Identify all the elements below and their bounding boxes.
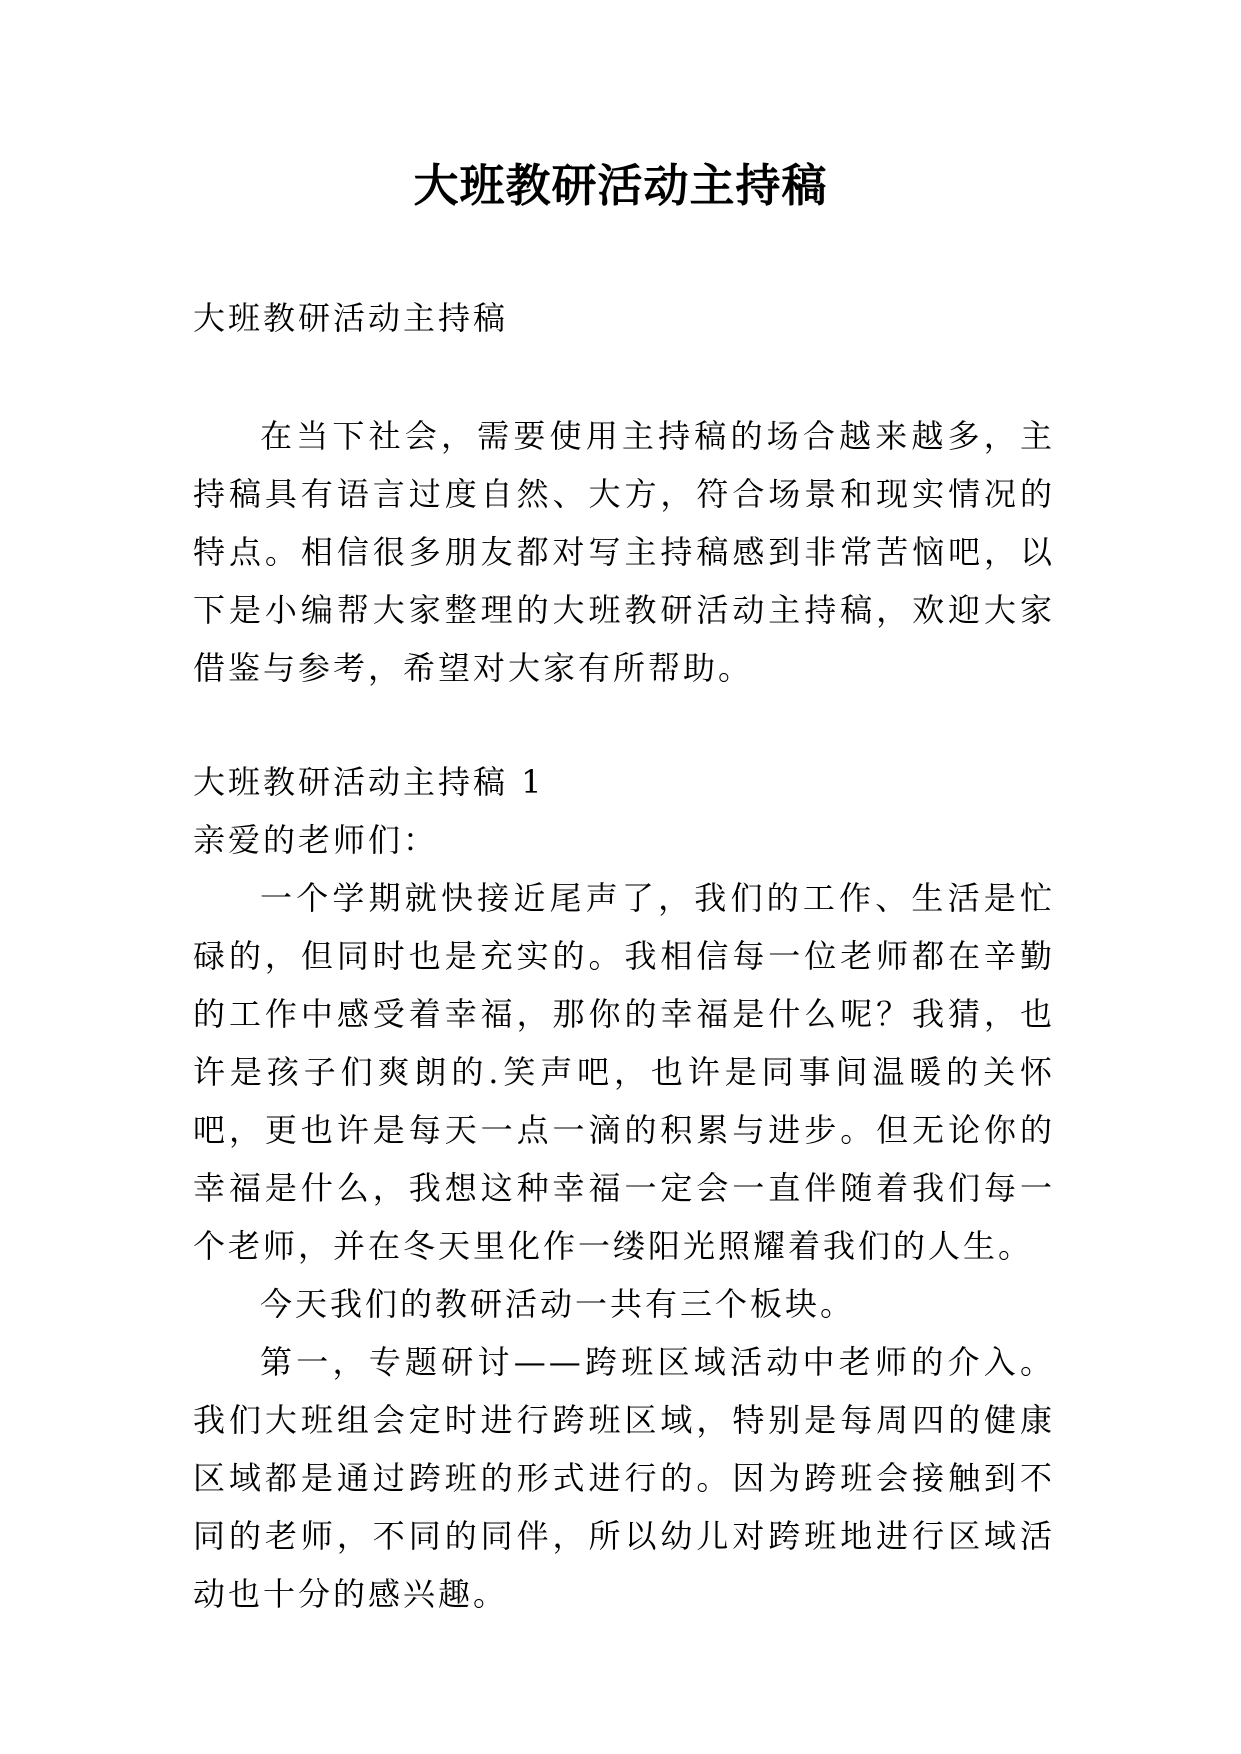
body-paragraph-3: 第一，专题研讨——跨班区域活动中老师的介入。我们大班组会定时进行跨班区域，特别是每周四的健康区域都是通过跨班的形式进行的。因为跨班会接触到不同的老师，不同的同伴，所以幼儿对跨班地进行区域活动也十分的感兴趣。: [193, 1343, 1055, 1613]
salutation: 亲爱的老师们：: [193, 821, 439, 859]
intro-paragraph: 在当下社会，需要使用主持稿的场合越来越多，主持稿具有语言过度自然、大方，符合场景和现实情况的特点。相信很多朋友都对写主持稿感到非常苦恼吧，以下是小编帮大家整理的大班教研活动主持稿，欢迎大家借鉴与参考，希望对大家有所帮助。: [193, 417, 1055, 687]
section-heading: 大班教研活动主持稿 1: [193, 763, 545, 801]
document-title: 大班教研活动主持稿: [413, 159, 828, 212]
document-body: [193, 289, 1055, 1623]
spacer: [193, 347, 1055, 407]
body-paragraph-1: 一个学期就快接近尾声了，我们的工作、生活是忙碌的，但同时也是充实的。我相信每一位老师都在辛勤的工作中感受着幸福，那你的幸福是什么呢？我猜，也许是孩子们爽朗的.笑声吧，也许是同事间温暖的关怀吧，更也许是每天一点一滴的积累与进步。但无论你的幸福是什么，我想这种幸福一定会一直伴随着我们每一个老师，并在冬天里化作一缕阳光照耀着我们的人生。: [193, 879, 1055, 1265]
body-paragraph-2: 今天我们的教研活动一共有三个板块。: [260, 1285, 856, 1323]
document-subtitle: 大班教研活动主持稿: [193, 299, 509, 337]
spacer: [193, 697, 1055, 753]
